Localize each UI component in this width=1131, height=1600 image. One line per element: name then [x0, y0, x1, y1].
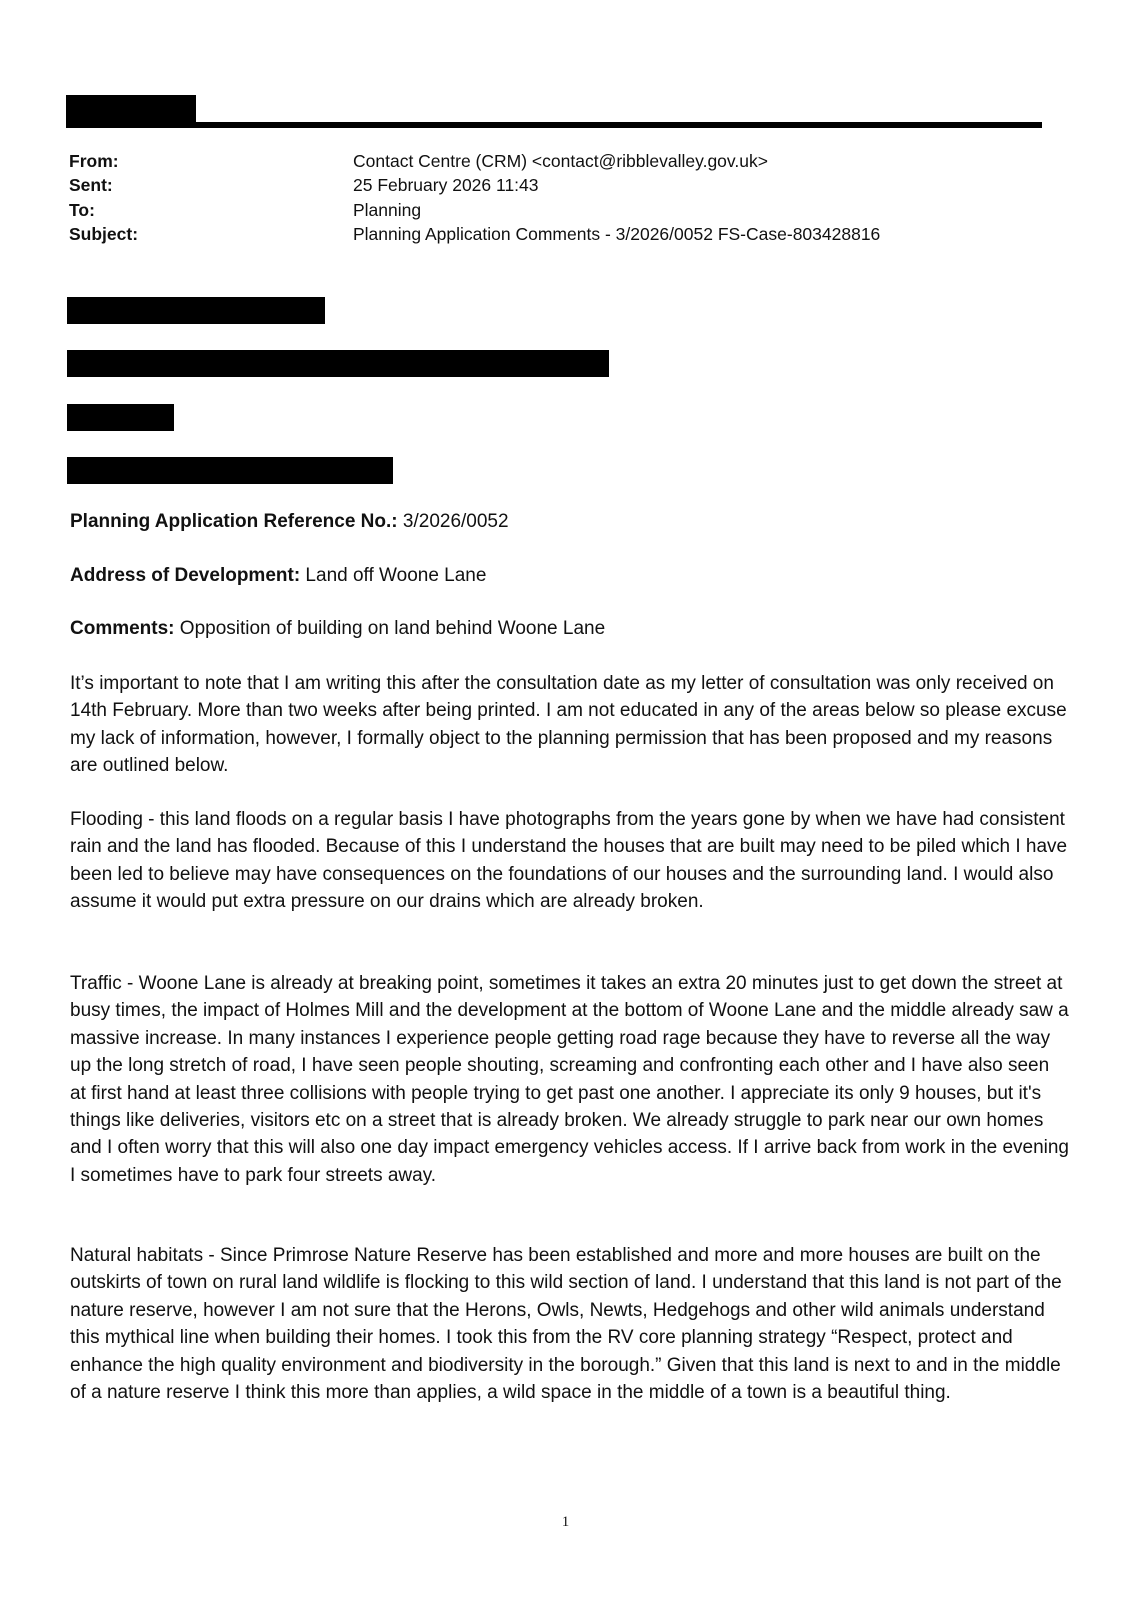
- redacted-block-4: [67, 457, 393, 484]
- address-value: Land off Woone Lane: [300, 565, 487, 586]
- redacted-block-3: [67, 404, 174, 431]
- comments-line: [70, 615, 1070, 642]
- from-value: Contact Centre (CRM) <contact@ribblevalley.gov.uk>: [353, 151, 768, 171]
- sent-label: Sent:: [69, 175, 113, 195]
- sent-value: 25 February 2026 11:43: [353, 175, 539, 195]
- address-label: Address of Development:: [70, 565, 301, 586]
- redacted-block-1: [67, 297, 325, 324]
- header-rule: [66, 122, 1042, 128]
- paragraph-natural-habitats: Natural habitats - Since Primrose Nature Reserve has been established and more and more houses are built on the outskirts of town on rural land wildlife is flocking to this wild section of land. I understand that this land is not part of the nature reserve, however I am not sure that the Herons, Owls, Newts, Hedgehogs and other wild animals understand this mythical line when building their homes. I took this from the RV core planning strategy “Respect, protect and enhance the high quality environment and biodiversity in the borough.” Given that this land is next to and in the middle of a nature reserve I think this more than applies, a wild space in the middle of a town is a beautiful thing.: [70, 1245, 1062, 1404]
- to-label: To:: [69, 200, 95, 220]
- reference-value: 3/2026/0052: [397, 511, 509, 532]
- comments-label: Comments:: [70, 618, 175, 639]
- subject-value: Planning Application Comments - 3/2026/0052 FS-Case-803428816: [353, 224, 881, 244]
- reference-line: [70, 508, 1070, 535]
- comments-value: Opposition of building on land behind Woone Lane: [174, 618, 606, 639]
- reference-label: Planning Application Reference No.:: [70, 511, 398, 532]
- paragraph-traffic: Traffic - Woone Lane is already at breaking point, sometimes it takes an extra 20 minutes just to get down the street at busy times, the impact of Holmes Mill and the development at the bottom of Woone Lane and the middle already saw a massive increase. In many instances I experience people getting road rage because they have to reverse all the way up the long stretch of road, I have seen people shouting, screaming and confronting each other and I have also seen at first hand at least three collisions with people trying to get past one another. I appreciate its only 9 houses, but it's things like deliveries, visitors etc on a street that is already broken. We already struggle to park near our own homes and I often worry that this will also one day impact emergency vehicles access. If I arrive back from work in the evening I sometimes have to park four streets away.: [70, 973, 1070, 1186]
- from-label: From:: [69, 151, 119, 171]
- redacted-block-2: [67, 350, 609, 377]
- address-line: [70, 562, 1070, 589]
- subject-label: Subject:: [69, 224, 139, 244]
- to-value: Planning: [353, 200, 422, 220]
- paragraph-intro: It’s important to note that I am writing this after the consultation date as my letter of consultation was only received on 14th February. More than two weeks after being printed. I am not educated in any of the areas below so please excuse my lack of information, however, I formally object to the planning permission that has been proposed and my reasons are outlined below.: [70, 673, 1067, 777]
- paragraph-flooding: Flooding - this land floods on a regular basis I have photographs from the years gone by when we have had consistent rain and the land has flooded. Because of this I understand the houses that are built may need to be piled which I have been led to believe may have consequences on the foundations of our houses and the surrounding land. I would also assume it would put extra pressure on our drains which are already broken.: [70, 809, 1068, 913]
- page-number: 1: [561, 1514, 570, 1530]
